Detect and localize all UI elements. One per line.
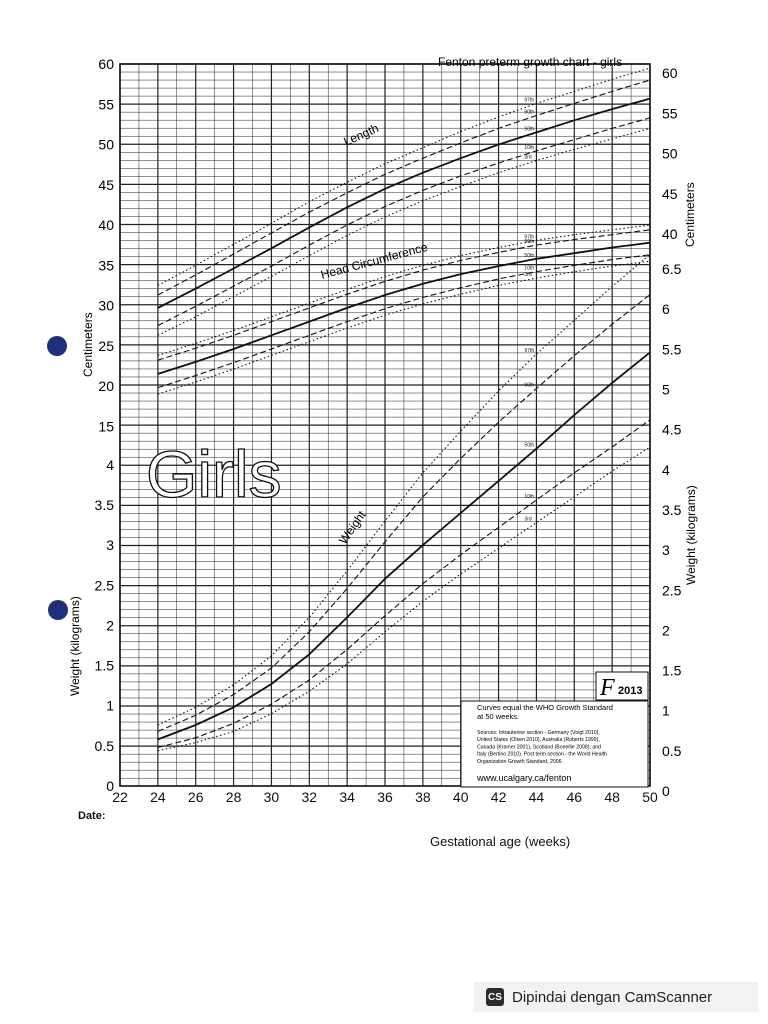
left-tick-label: 4 xyxy=(106,456,114,473)
left-tick-label: 3 xyxy=(106,537,114,554)
left-tick-label: 20 xyxy=(98,378,114,394)
logo-year: 2013 xyxy=(618,685,643,697)
label-weight: Weight xyxy=(335,508,369,547)
left-tick-label: 40 xyxy=(98,217,114,233)
legend-line1: Curves equal the WHO Growth Standard xyxy=(477,703,613,712)
percentile-label: 90th xyxy=(524,382,535,389)
percentile-label: 50th xyxy=(524,126,535,133)
x-tick-label: 26 xyxy=(187,789,204,805)
x-tick-label: 30 xyxy=(263,789,280,805)
left-tick-label: 60 xyxy=(98,56,114,72)
legend-url: www.ucalgary.ca/fenton xyxy=(477,773,572,783)
x-tick-label: 50 xyxy=(642,789,658,805)
percentile-label: 50th xyxy=(524,252,535,259)
right-tick-label: 0 xyxy=(662,783,670,799)
legend-sources5: Organization Growth Standard, 2006. xyxy=(477,758,563,765)
right-tick-label: 2 xyxy=(662,622,670,639)
x-tick-label: 22 xyxy=(112,789,128,805)
x-tick-label: 36 xyxy=(377,789,393,805)
chart-title: Fenton preterm growth chart - girls xyxy=(438,55,623,69)
girls-watermark: Girls xyxy=(146,437,282,511)
left-tick-label: 35 xyxy=(98,257,114,274)
x-tick-label: 38 xyxy=(415,789,431,805)
x-tick-label: 44 xyxy=(528,789,545,805)
x-axis-title: Gestational age (weeks) xyxy=(430,834,571,849)
right-tick-label: 6.5 xyxy=(662,261,682,278)
percentile-label: 97th xyxy=(524,234,535,241)
label-length: Length xyxy=(341,121,381,149)
right-tick-label: 3.5 xyxy=(662,501,682,518)
right-upper-axis-label: Centimeters xyxy=(683,182,697,247)
x-tick-label: 28 xyxy=(225,789,242,805)
percentile-label: 97th xyxy=(524,97,535,104)
right-tick-label: 60 xyxy=(662,65,678,81)
left-tick-label: 45 xyxy=(98,176,114,193)
left-tick-label: 2.5 xyxy=(94,577,114,594)
left-tick-label: 0 xyxy=(106,778,114,794)
percentile-label: 90th xyxy=(524,109,535,116)
right-tick-label: 40 xyxy=(662,226,678,242)
left-upper-axis-label: Centimeters xyxy=(81,312,95,377)
right-tick-label: 6 xyxy=(662,301,670,318)
percentile-label: 50th xyxy=(524,442,535,449)
right-tick-label: 45 xyxy=(662,185,678,202)
right-tick-label: 55 xyxy=(662,105,678,122)
x-tick-label: 40 xyxy=(452,789,469,805)
x-tick-label: 48 xyxy=(604,789,620,805)
percentile-label: 10th xyxy=(524,265,535,272)
percentile-label: 3rd xyxy=(524,272,532,279)
camscanner-badge xyxy=(474,982,758,1012)
left-tick-label: 55 xyxy=(98,96,114,113)
left-tick-label: 1.5 xyxy=(94,657,114,674)
left-tick-label: 50 xyxy=(98,136,114,153)
x-tick-label: 24 xyxy=(150,789,166,805)
right-tick-label: 4.5 xyxy=(662,421,682,438)
left-tick-label: 15 xyxy=(98,418,114,435)
right-tick-label: 1.5 xyxy=(662,662,682,679)
camscanner-text: Dipindai dengan CamScanner xyxy=(512,988,713,1006)
legend-sources2: United States (Olsen 2010), Australia (Roberts 1999), xyxy=(477,737,600,744)
left-tick-label: 2 xyxy=(106,617,114,634)
left-lower-axis-label: Weight (kilograms) xyxy=(68,596,82,696)
date-label: Date: xyxy=(78,810,106,822)
right-tick-label: 3 xyxy=(662,542,670,559)
x-tick-label: 46 xyxy=(566,789,583,805)
right-tick-label: 4 xyxy=(662,461,670,478)
legend-sources1: Sources: Intrauterine section - Germany (Voigt 2010), xyxy=(477,730,600,736)
percentile-label: 90th xyxy=(524,239,535,246)
left-tick-label: 0.5 xyxy=(94,737,114,754)
percentile-label: 97th xyxy=(524,347,535,354)
camscanner-logo-icon: CS xyxy=(486,988,504,1006)
right-tick-label: 2.5 xyxy=(662,582,682,599)
percentile-label: 10th xyxy=(524,144,535,151)
legend-sources3: Canada (Kramer 2001), Scotland (Bonellie 2008), and xyxy=(477,744,601,751)
grid xyxy=(120,64,650,786)
left-tick-label: 25 xyxy=(98,337,114,354)
percentile-label: 3rd xyxy=(524,154,532,161)
fenton-logo-icon: F xyxy=(600,675,615,701)
right-tick-label: 5 xyxy=(662,381,670,398)
x-tick-label: 32 xyxy=(301,789,318,805)
x-tick-label: 34 xyxy=(339,789,355,805)
right-tick-label: 0.5 xyxy=(662,742,682,759)
right-tick-label: 5.5 xyxy=(662,341,682,358)
percentile-label: 10th xyxy=(524,494,535,501)
left-tick-label: 30 xyxy=(98,297,114,314)
left-tick-label: 1 xyxy=(106,697,114,714)
x-tick-label: 42 xyxy=(490,789,507,805)
left-tick-label: 3.5 xyxy=(94,496,114,513)
right-tick-label: 50 xyxy=(662,145,678,162)
percentile-label: 3rd xyxy=(524,516,532,523)
right-tick-label: 1 xyxy=(662,702,670,719)
label-head-circumference: Head Circumference xyxy=(319,239,430,282)
legend-box xyxy=(461,672,648,787)
legend-sources4: Italy (Bertino 2010). Post term section - the World Health xyxy=(477,751,607,758)
right-lower-axis-label: Weight (kilograms) xyxy=(684,485,698,585)
legend-line2: at 50 weeks. xyxy=(477,712,520,721)
